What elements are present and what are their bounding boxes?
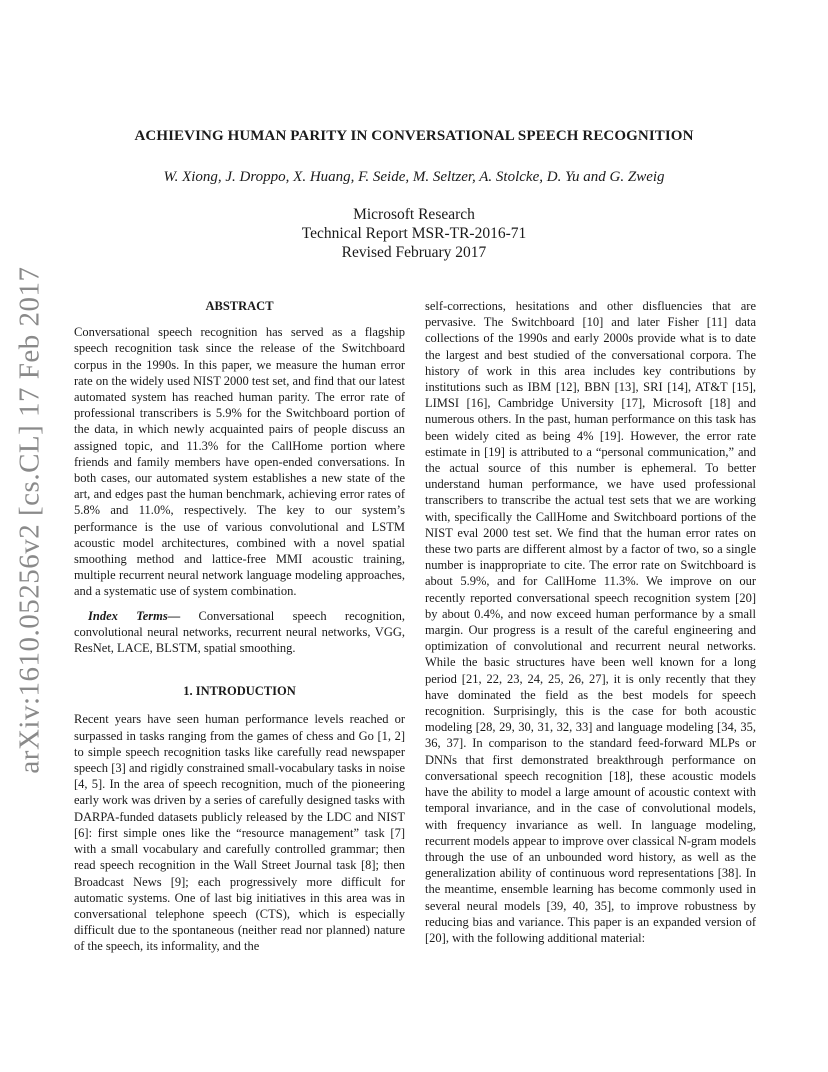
revision-date: Revised February 2017	[341, 244, 487, 261]
index-terms-text: Conversational speech recognition, convolutional neural networks, recurrent neural networks, VGG, ResNet, LACE, BLSTM, spatial smoothing.	[74, 608, 405, 656]
report-number: Technical Report MSR-TR-2016-71	[301, 225, 527, 242]
author-list: W. Xiong, J. Droppo, X. Huang, F. Seide, M. Seltzer, A. Stolcke, D. Yu and G. Zweig	[163, 169, 665, 185]
left-column	[74, 298, 405, 955]
paper-title: ACHIEVING HUMAN PARITY IN CONVERSATIONAL SPEECH RECOGNITION	[134, 128, 694, 144]
abstract-text: Conversational speech recognition has served as a flagship speech recognition task since the release of the Switchboard corpus in the 1990s. In this paper, we measure the human error rate on the widely used NIST 2000 test set, and find that our latest automated system has reached human parity. The error rate of professional transcribers is 5.9% for the Switchboard portion of the data, in which newly acquainted pairs of people discuss an assigned topic, and 11.3% for the CallHome portion where friends and family members have open-ended conversations. In both cases, our automated system establishes a new state of the art, and edges past the human benchmark, achieving error rates of 5.8% and 11.0%, respectively. The key to our system’s performance is the use of various convolutional and LSTM acoustic model architectures, combined with a novel spatial smoothing method and lattice-free MMI acoustic training, multiple recurrent neural network language modeling approaches, and a systematic use of system combination.	[74, 325, 405, 599]
introduction-text-left: Recent years have seen human performance levels reached or surpassed in tasks ranging from the games of chess and Go [1, 2] to simple speech recognition tasks like carefully read newspaper speech [3] and rigidly constrained small-vocabulary tasks in noise [4, 5]. In the area of speech recognition, much of the pioneering early work was driven by a series of carefully designed tasks with DARPA-funded datasets publicly released by the LDC and NIST [6]: first simple ones like the “resource management” task [7] with a small vocabulary and carefully controlled grammar; then read speech recognition in the Wall Street Journal task [8]; then Broadcast News [9]; each progressively more difficult for automatic systems. One of last big initiatives in this area was in conversational telephone speech (CTS), which is especially difficult due to the spontaneous (neither read nor planned) nature of the speech, its informality, and the	[74, 712, 405, 954]
introduction-text-right: self-corrections, hesitations and other disfluencies that are pervasive. The Switchboard [10] and later Fisher [11] data collections of the 1990s and early 2000s provide what is to date the largest and best studied of the conversational corpora. The history of work in this area includes key contributions by institutions such as IBM [12], BBN [13], SRI [14], AT&T [15], LIMSI [16], Cambridge University [17], Microsoft [18] and numerous others. In the past, human performance on this task has been widely cited as being 4% [19]. However, the error rate estimate in [19] is attributed to a “personal communication,” and the actual source of this number is ephemeral. To better understand human performance, we have used professional transcribers to transcribe the actual test sets that we are working with, specifically the CallHome and Switchboard portions of the NIST eval 2000 test set. We find that the human error rates on these two parts are different almost by a factor of two, so a single number is inappropriate to cite. The error rate on Switchboard is about 5.9%, and for CallHome 11.3%. We improve on our recently reported conversational speech recognition system [20] by about 0.4%, and now exceed human performance by a small margin. Our progress is a result of the careful engineering and optimization of convolutional and recurrent neural networks. While the basic structures have been well known for a long period [21, 22, 23, 24, 25, 26, 27], it is only recently that they have dominated the field as the best models for speech recognition. Surprisingly, this is the case for both acoustic modeling [28, 29, 30, 31, 32, 33] and language modeling [34, 35, 36, 37]. In comparison to the standard feed-forward MLPs or DNNs that first demonstrated breakthrough performance on conversational speech recognition [18], these acoustic models have the ability to model a large amount of acoustic context with temporal invariance, and in the case of convolutional models, with frequency invariance as well. In language modeling, recurrent models appear to improve over classical N-gram models through the use of an unbounded word history, as well as the generalization ability of continuous word representations [38]. In the meantime, ensemble learning has become commonly used in several neural models [39, 40, 35], to improve robustness by reducing bias and variance. This paper is an expanded version of [20], with the following additional material:	[425, 299, 756, 945]
organization: Microsoft Research	[353, 206, 475, 223]
introduction-heading: 1. INTRODUCTION	[183, 684, 296, 699]
index-terms-label: Index Terms—	[88, 608, 181, 623]
arxiv-side-stamp: arXiv:1610.05256v2 [cs.CL] 17 Feb 2017	[13, 266, 46, 774]
right-column	[425, 298, 756, 946]
affiliation-block	[0, 205, 828, 262]
abstract-heading: ABSTRACT	[205, 299, 274, 313]
index-terms	[74, 608, 405, 657]
